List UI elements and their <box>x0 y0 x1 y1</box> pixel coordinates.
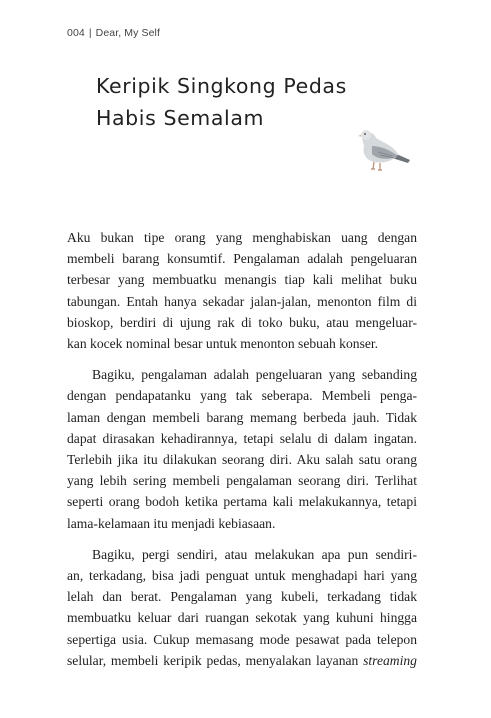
text-line: dengan pendapatanku yang tak seberapa. Membeli penga- <box>67 388 417 404</box>
running-header <box>67 27 160 39</box>
text-line-content: selular, membeli keripik pedas, menyalakan layanan <box>67 652 359 668</box>
text-line: laman dengan membeli barang memang berbeda jauh. Tidak <box>67 409 417 425</box>
chapter-title-line-2: Habis Semalam <box>96 106 265 130</box>
text-line: seperti orang bodoh ketika pertama kali melakukannya, tetapi <box>67 494 417 510</box>
pigeon-illustration <box>352 122 412 174</box>
paragraph-2 <box>67 364 417 534</box>
header-separator: | <box>88 27 92 39</box>
book-title: Dear, My Self <box>95 27 160 39</box>
text-line: Bagiku, pengalaman adalah pengeluaran yang sebanding <box>92 367 417 383</box>
text-line: lelah dan berat. Pengalaman yang kubeli, terkadang tidak <box>67 589 417 605</box>
body-text <box>67 227 417 681</box>
text-line: tabungan. Entah hanya sekadar jalan-jalan, menonton film di <box>67 293 417 309</box>
text-line: membeli barang konsumtif. Pengalaman adalah pengeluaran <box>67 251 417 267</box>
text-line: Aku bukan tipe orang yang menghabiskan uang dengan <box>67 230 417 245</box>
text-line: Bagiku, pergi sendiri, atau melakukan apa pun sendiri- <box>92 546 417 562</box>
paragraph-3 <box>67 544 417 671</box>
text-line: dapat dirasakan kehadirannya, tetapi selalu di dalam ingatan. <box>67 430 417 446</box>
chapter-title <box>96 70 347 134</box>
text-line: sepertiga usia. Cukup memasang mode pesawat pada telepon <box>67 631 417 647</box>
text-line: bioskop, berdiri di ujung rak di toko buku, atau mengeluar- <box>67 314 417 330</box>
text-line-with-italic <box>67 650 417 671</box>
chapter-title-line-1: Keripik Singkong Pedas <box>96 74 347 98</box>
text-line: an, terkadang, bisa jadi penguat untuk menghadapi hari yang <box>67 568 417 584</box>
text-line: terbesar yang membuatku menangis tiap kali melihat buku <box>67 272 417 288</box>
paragraph-1 <box>67 227 417 354</box>
italic-word: streaming <box>363 652 417 668</box>
page-number: 004 <box>67 27 85 39</box>
text-line: lama-kelamaan itu menjadi kebiasaan. <box>67 515 276 531</box>
text-line: yang lebih sering membeli pengalaman seorang diri. Terlihat <box>67 473 417 489</box>
text-line: membuatku keluar dari ruangan sekotak yang kuhuni hingga <box>67 610 417 626</box>
text-line: kan kocek nominal besar untuk menonton sebuah konser. <box>67 336 379 352</box>
text-line: Terlebih jika itu dilakukan seorang diri. Aku salah satu orang <box>67 452 417 468</box>
